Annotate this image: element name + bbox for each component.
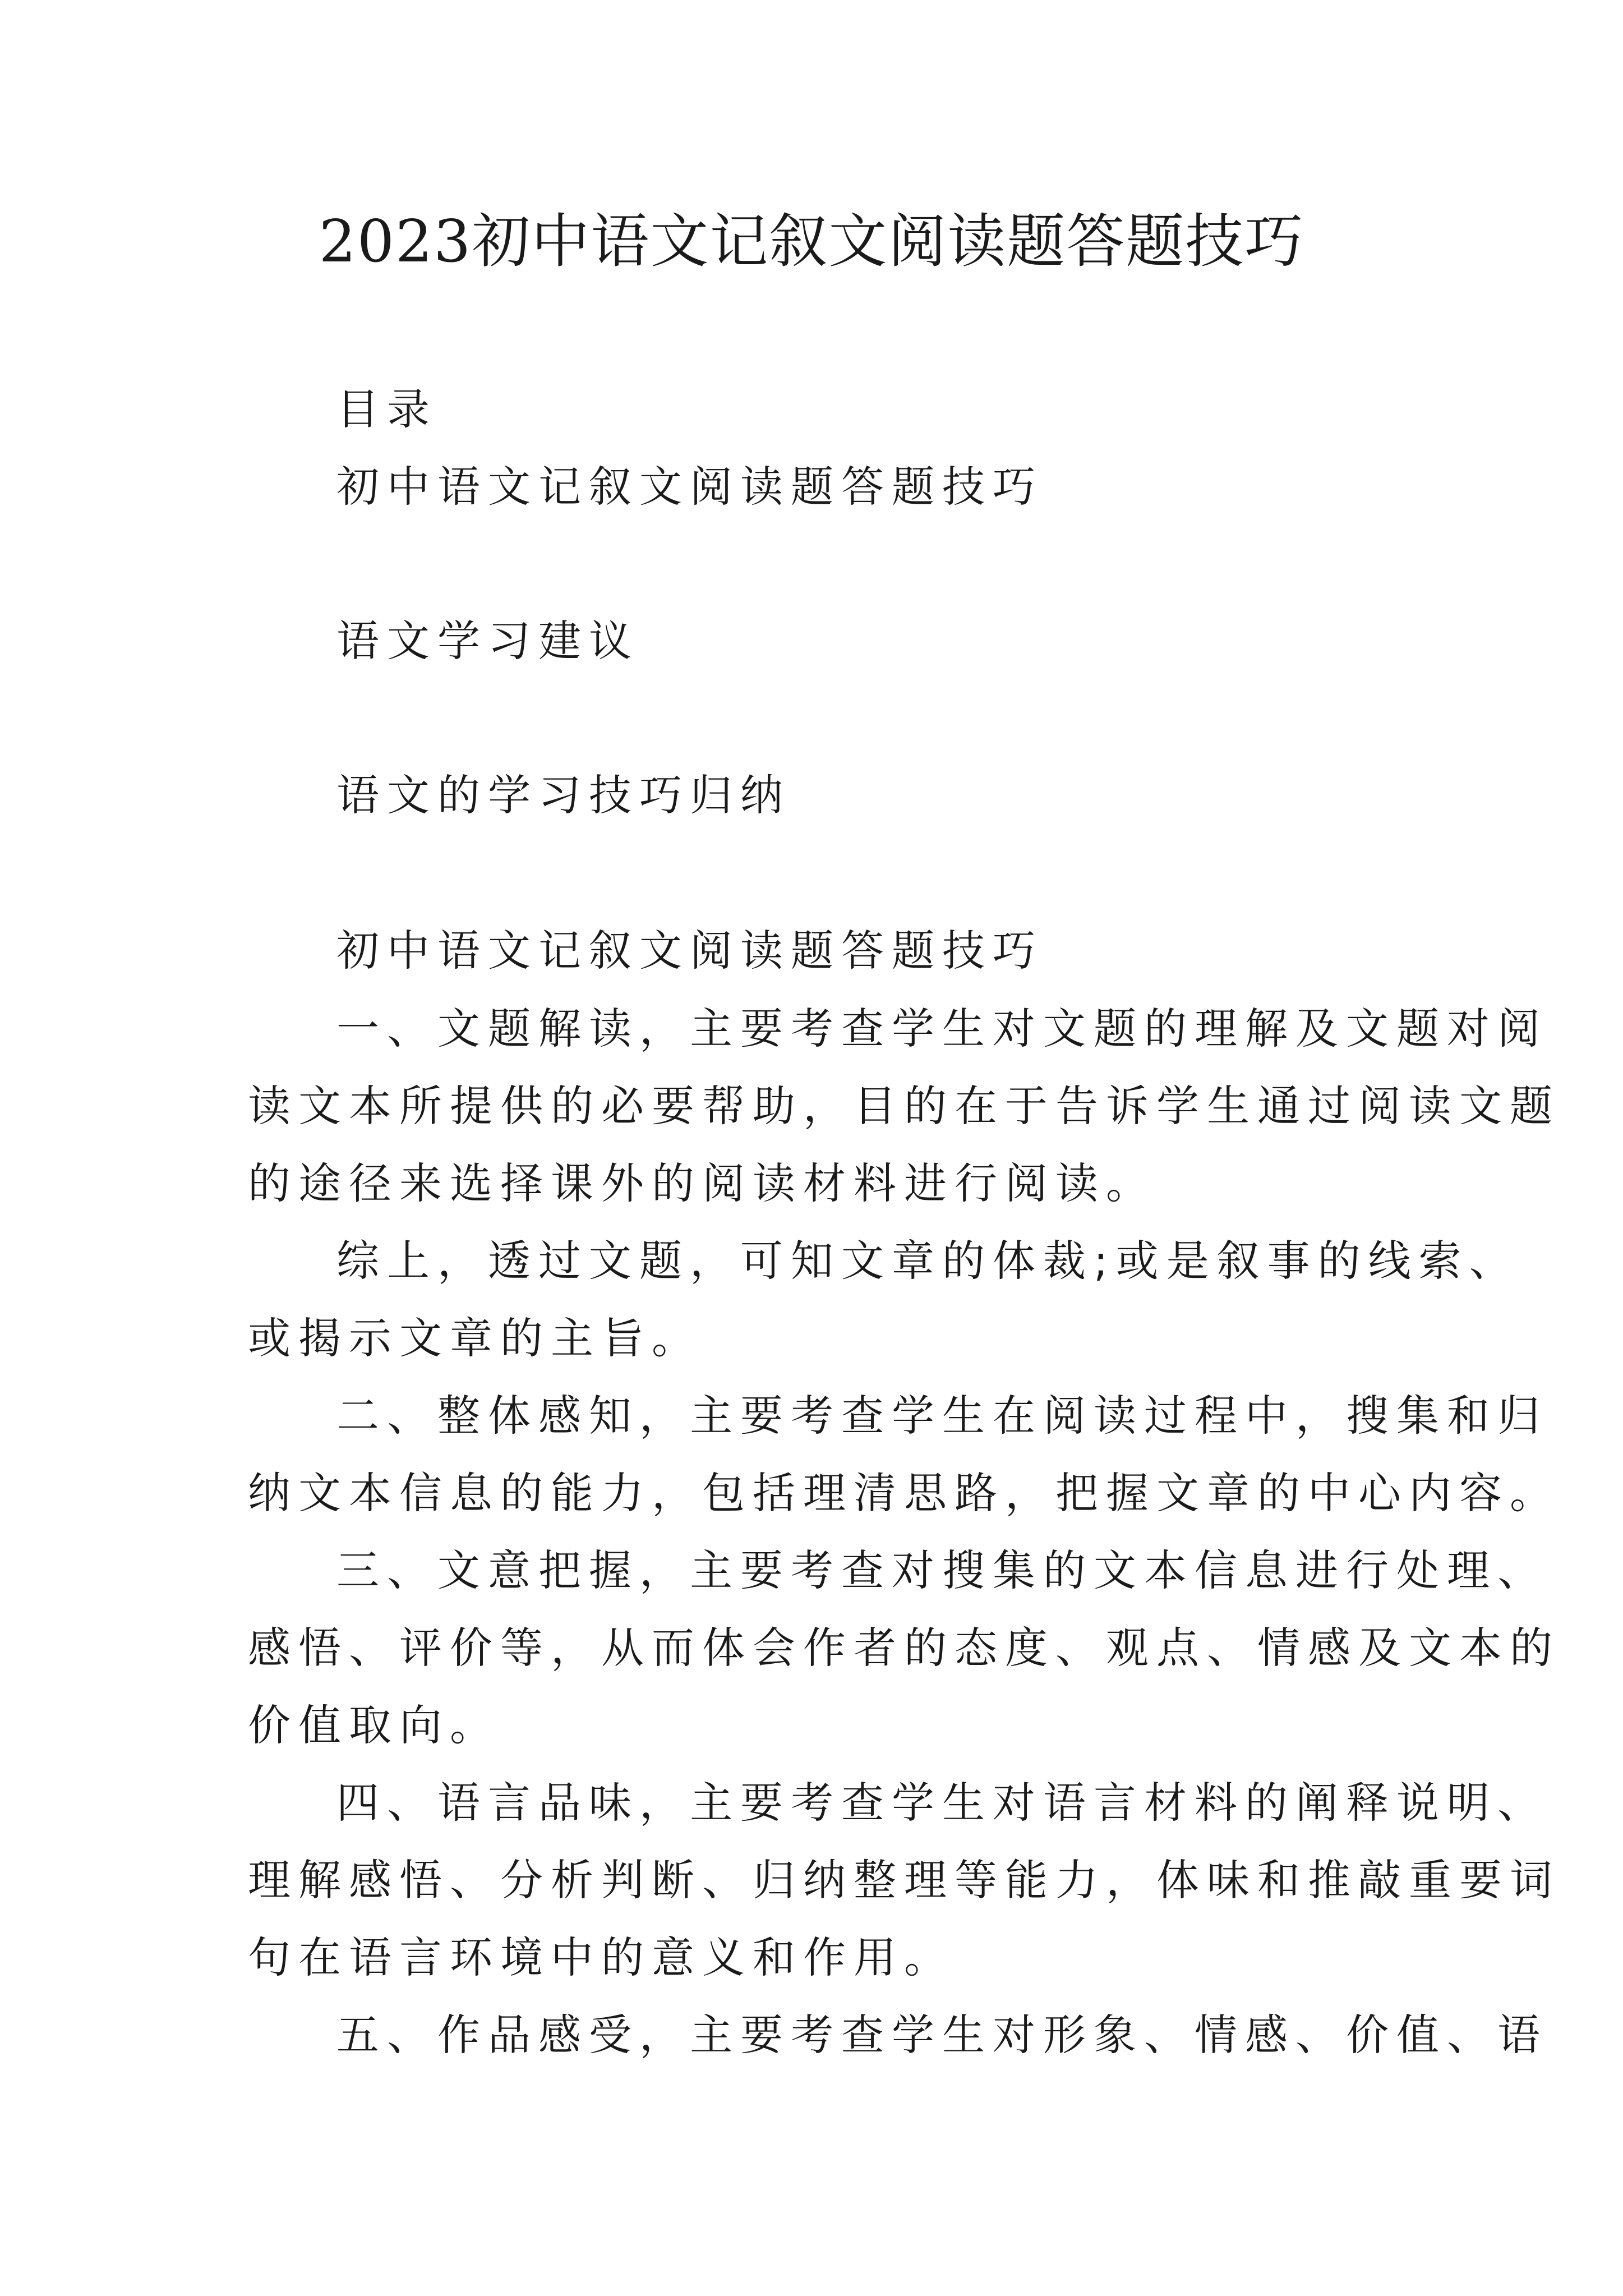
body-line-12: 理解感悟、分析判断、归纳整理等能力，体味和推敲重要词 <box>248 1855 1560 1905</box>
body-line-11: 四、语言品味，主要考查学生对语言材料的阐释说明、 <box>336 1778 1548 1828</box>
body-line-3: 的途径来选择课外的阅读材料进行阅读。 <box>248 1158 1156 1208</box>
body-line-9: 感悟、评价等，从而体会作者的态度、观点、情感及文本的 <box>248 1623 1560 1673</box>
body-line-10: 价值取向。 <box>248 1700 500 1750</box>
toc-item-2: 语文学习建议 <box>336 616 639 666</box>
body-line-13: 句在语言环境中的意义和作用。 <box>248 1932 955 1982</box>
toc-item-1: 初中语文记叙文阅读题答题技巧 <box>336 462 1043 512</box>
document-title: 2023初中语文记叙文阅读题答题技巧 <box>319 207 1304 275</box>
section-heading: 初中语文记叙文阅读题答题技巧 <box>336 926 1043 976</box>
body-line-6: 二、整体感知，主要考查学生在阅读过程中，搜集和归 <box>336 1391 1548 1441</box>
body-line-7: 纳文本信息的能力，包括理清思路，把握文章的中心内容。 <box>248 1468 1560 1518</box>
body-line-4: 综上，透过文题，可知文章的体裁;或是叙事的线索、 <box>336 1236 1520 1286</box>
toc-item-3: 语文的学习技巧归纳 <box>336 770 791 820</box>
body-line-14: 五、作品感受，主要考查学生对形象、情感、价值、语 <box>336 2010 1548 2060</box>
body-line-1: 一、文题解读，主要考查学生对文题的理解及文题对阅 <box>336 1004 1548 1053</box>
body-line-2: 读文本所提供的必要帮助，目的在于告诉学生通过阅读文题 <box>248 1081 1560 1131</box>
toc-heading: 目录 <box>336 384 437 434</box>
body-line-8: 三、文意把握，主要考查对搜集的文本信息进行处理、 <box>336 1545 1548 1595</box>
body-line-5: 或揭示文章的主旨。 <box>248 1313 702 1363</box>
